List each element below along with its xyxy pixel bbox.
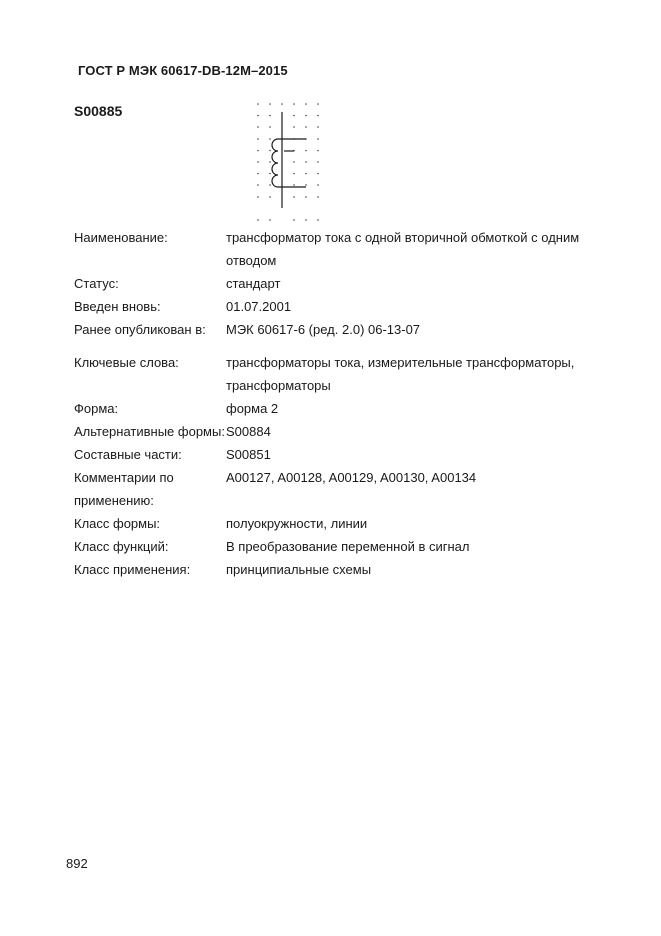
property-label: Ключевые слова:	[74, 355, 179, 370]
property-row-function-class	[74, 535, 594, 558]
property-value: A00127, A00128, A00129, A00130, A00134	[226, 470, 477, 485]
properties-table	[74, 226, 594, 581]
property-value: S00851	[226, 447, 271, 462]
property-row-introduced	[74, 295, 594, 318]
symbol-code: S00885	[74, 103, 123, 119]
property-label: Введен вновь:	[74, 299, 161, 314]
property-label: Класс формы:	[74, 516, 161, 531]
property-row-status	[74, 272, 594, 295]
property-label: Комментарии по применению:	[74, 470, 174, 508]
property-value: МЭК 60617-6 (ред. 2.0) 06-13-07	[226, 322, 421, 337]
property-label: Класс функций:	[74, 539, 169, 554]
property-row-application-class	[74, 558, 594, 581]
property-value: принципиальные схемы	[226, 562, 372, 577]
property-label: Форма:	[74, 401, 119, 416]
property-row-form	[74, 397, 594, 420]
property-label: Наименование:	[74, 230, 168, 245]
property-value: S00884	[226, 424, 271, 439]
grid-dots	[257, 103, 319, 221]
symbol-figure	[250, 98, 326, 226]
property-label: Ранее опубликован в:	[74, 322, 206, 337]
property-row-shape-class	[74, 512, 594, 535]
property-row-keywords	[74, 351, 594, 397]
property-value: 01.07.2001	[226, 299, 292, 314]
page-number: 892	[66, 856, 88, 871]
property-row-alternative-forms	[74, 420, 594, 443]
property-row-components	[74, 443, 594, 466]
property-row-previously-published	[74, 318, 594, 341]
transformer-symbol-icon	[272, 112, 306, 208]
property-value: трансформатор тока с одной вторичной обмоткой с одним отводом	[226, 230, 580, 268]
property-value: полуокружности, линии	[226, 516, 368, 531]
property-row-application-notes	[74, 466, 594, 512]
property-label: Класс применения:	[74, 562, 191, 577]
property-row-name	[74, 226, 594, 272]
property-value: форма 2	[226, 401, 279, 416]
property-value: трансформаторы тока, измерительные трансформаторы, трансформаторы	[226, 355, 575, 393]
property-label: Статус:	[74, 276, 119, 291]
property-value: B преобразование переменной в сигнал	[226, 539, 470, 554]
property-label: Составные части:	[74, 447, 182, 462]
property-value: стандарт	[226, 276, 281, 291]
property-label: Альтернативные формы:	[74, 424, 225, 439]
standard-title: ГОСТ Р МЭК 60617-DB-12M–2015	[78, 63, 288, 78]
